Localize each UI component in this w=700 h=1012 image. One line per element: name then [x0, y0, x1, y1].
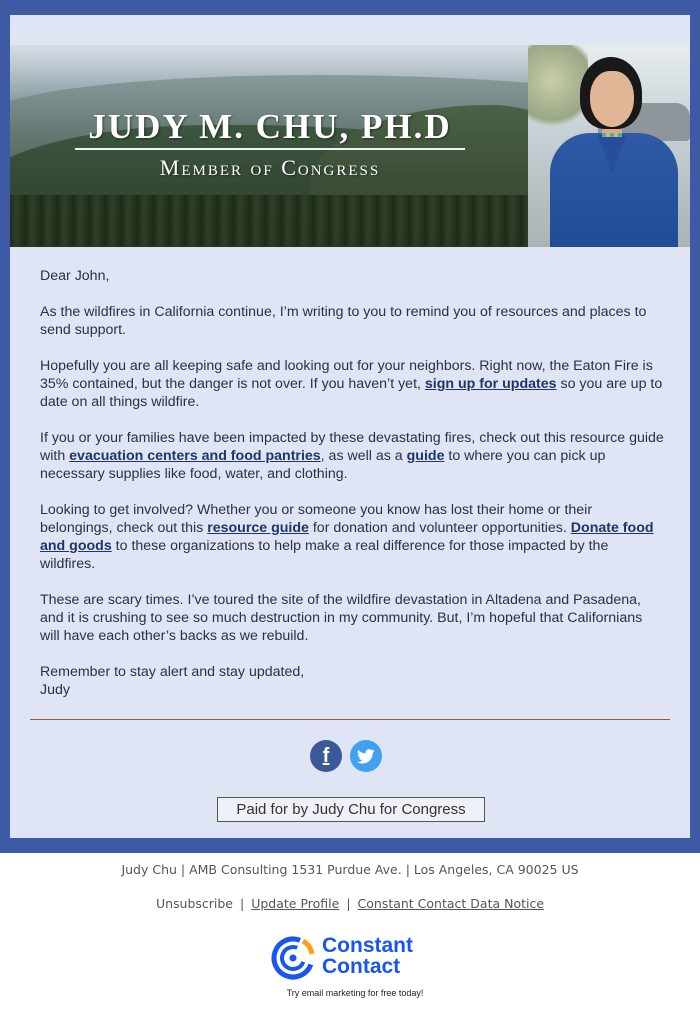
letter-closing: Remember to stay alert and stay updated,	[40, 664, 305, 680]
text-run: If you or your families have been impacted by these devastating fires, check out this resource guide with	[40, 430, 664, 464]
photo-face	[590, 71, 634, 127]
letter-signature: Judy	[40, 682, 70, 698]
twitter-icon	[357, 749, 375, 764]
social-links	[310, 740, 382, 772]
photo-tree	[528, 45, 588, 135]
separator: |	[346, 896, 351, 911]
data-notice-link[interactable]: Constant Contact Data Notice	[357, 896, 545, 911]
wordmark-line: Contact	[322, 955, 401, 978]
letter-paragraph-5: These are scary times. I’ve toured the site of the wildfire devastation in Altadena and Pasadena, and it is crushing to see so much destruction in my community. But, I’m hopeful that Californians will have each other’s backs as we rebuild.	[40, 592, 643, 644]
text-run: Hopefully you are all keeping safe and looking out for your neighbors. Right now, the Eaton Fire is 35% contained, but the danger is not over. If you haven’t yet,	[40, 358, 653, 392]
text-run: to where you can pick up necessary supplies like food, water, and clothing.	[40, 448, 606, 482]
facebook-icon: f	[322, 744, 330, 767]
letter-greeting: Dear John,	[40, 268, 110, 284]
letter-body	[40, 267, 665, 699]
email-card	[10, 15, 690, 838]
sender-address: Judy Chu | AMB Consulting 1531 Purdue Ave. | Los Angeles, CA 90025 US	[121, 862, 579, 877]
evacuation-centers-link[interactable]: evacuation centers and food pantries	[69, 448, 321, 464]
separator: |	[240, 896, 245, 911]
card-top-strip	[10, 15, 690, 45]
sign-up-updates-link[interactable]: sign up for updates	[424, 376, 557, 392]
donate-food-goods-link[interactable]: Donate food and goods	[40, 520, 654, 554]
letter-paragraph-3	[40, 429, 665, 483]
email-footer	[0, 853, 700, 1012]
footer-links	[0, 896, 700, 911]
twitter-button[interactable]	[350, 740, 382, 772]
banner-subtitle: Member of Congress	[159, 155, 381, 180]
text-run: to these organizations to help make a real difference for those impacted by the wildfires.	[40, 538, 609, 572]
footer-divider	[30, 719, 670, 720]
wordmark-line: Constant	[322, 934, 413, 957]
banner-trees	[10, 195, 550, 247]
banner-title: JUDY M. CHU, PH.D	[88, 107, 452, 146]
constant-contact-tagline: Try email marketing for free today!	[286, 988, 424, 998]
letter-paragraph-4	[40, 501, 665, 573]
banner-title-rule	[75, 148, 465, 150]
constant-contact-wordmark	[322, 935, 413, 977]
letter-paragraph-2	[40, 357, 665, 411]
text-run: , as well as a	[320, 448, 407, 464]
header-banner	[10, 45, 690, 247]
text-run: so you are up to date on all things wildfire.	[40, 376, 663, 410]
letter-paragraph-1: As the wildfires in California continue, I’m writing to you to remind you of resources and places to send support.	[40, 304, 647, 338]
unsubscribe-link[interactable]: Unsubscribe	[155, 896, 234, 911]
facebook-button[interactable]	[310, 740, 342, 772]
text-run: for donation and volunteer opportunities.	[308, 520, 571, 536]
portrait-photo	[528, 45, 690, 247]
paid-for-disclaimer: Paid for by Judy Chu for Congress	[217, 797, 485, 822]
constant-contact-badge[interactable]	[270, 933, 440, 998]
supplies-guide-link[interactable]: guide	[406, 448, 445, 464]
resource-guide-link[interactable]: resource guide	[207, 520, 309, 536]
photo-necklace	[602, 131, 622, 137]
text-run: Looking to get involved? Whether you or someone you know has lost their home or their belongings, check out this	[40, 502, 593, 536]
update-profile-link[interactable]: Update Profile	[251, 896, 340, 911]
constant-contact-logo-icon	[270, 935, 316, 981]
